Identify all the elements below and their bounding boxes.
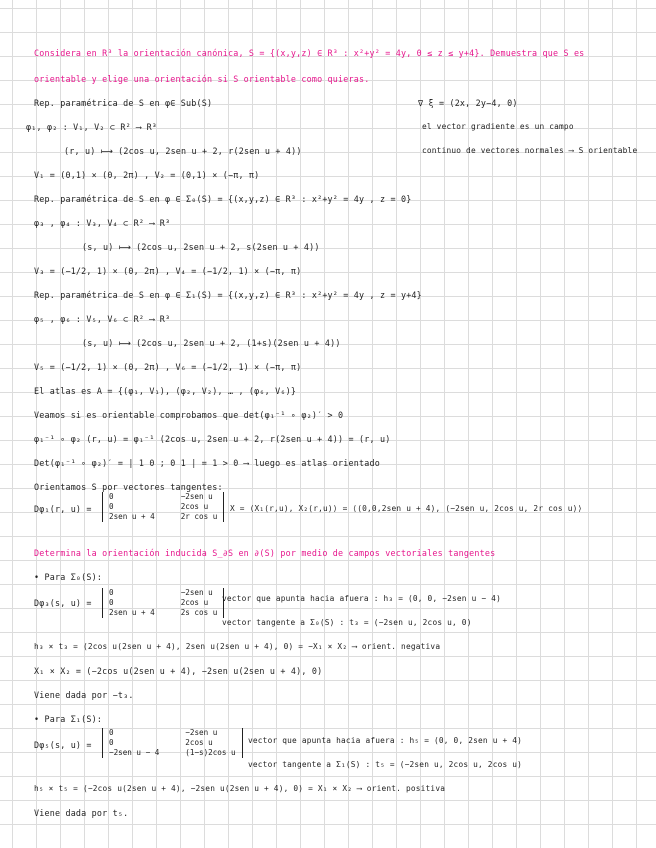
gradient-formula: ∇ ξ = (2x, 2y−4, 0) <box>418 98 518 108</box>
text-line: φ₅ , φ₆ : V₅, V₆ ⊂ R² ⟶ R³ <box>34 314 171 324</box>
text-line: V₃ = (−1/2, 1) × (0, 2π) , V₄ = (−1/2, 1) × (−π, π) <box>34 266 302 276</box>
text-line: h₃ × t₃ = (2cos u(2sen u + 4), 2sen u(2sen u + 4), 0) = −X₁ × X₂ ⟶ orient. negativa <box>34 642 441 651</box>
matrix-cell: 2sen u + 4 <box>109 608 155 617</box>
bullet-item: • Para Σ₀(S): <box>34 572 103 582</box>
text-line: Viene dada por −t₃. <box>34 690 134 700</box>
text-line: φ₁, φ₂ : V₁, V₂ ⊂ R² ⟶ R³ <box>26 122 158 132</box>
matrix-cell: 2cos u <box>180 598 209 607</box>
matrix-cell: 0 <box>109 728 114 737</box>
text-line: vector tangente a Σ₁(S) : t₅ = (−2sen u, 2cos u, 2cos u) <box>248 760 523 769</box>
text-line: vector tangente a Σ₀(S) : t₃ = (−2sen u, 2cos u, 0) <box>222 618 472 627</box>
text-line: Veamos si es orientable comprobamos que det(φ₁⁻¹ ∘ φ₂)′ > 0 <box>34 410 344 420</box>
matrix-label: Dφ₁(r, u) = <box>34 504 92 514</box>
matrix-cell: 0 <box>109 738 114 747</box>
matrix-label: Dφ₃(s, u) = <box>34 598 92 608</box>
text-line: (s, u) ⟼ (2cos u, 2sen u + 2, (1+s)(2sen u + 4)) <box>82 338 341 348</box>
problem-statement-line-2: orientable y elige una orientación si S orientable como quieras. <box>34 74 370 84</box>
text-line: vector que apunta hacia afuera : h₃ = (0, 0, −2sen u − 4) <box>222 594 501 603</box>
text-line: V₁ = (0,1) × (0, 2π) , V₂ = (0,1) × (−π, π) <box>34 170 260 180</box>
matrix-label: Dφ₅(s, u) = <box>34 740 92 750</box>
text-line: X₁ × X₂ = (−2cos u(2sen u + 4), −2sen u(2sen u + 4), 0) <box>34 666 323 676</box>
matrix-cell: 0 <box>109 588 114 597</box>
text-line: Det(φ₁⁻¹ ∘ φ₂)′ = | 1 0 ; 0 1 | = 1 > 0 ⟶ luego es atlas orientado <box>34 458 380 468</box>
jacobian-matrix-3 <box>102 728 243 758</box>
text-line: V₅ = (−1/2, 1) × (0, 2π) , V₆ = (−1/2, 1) × (−π, π) <box>34 362 302 372</box>
matrix-cell: 2cos u <box>180 502 209 511</box>
matrix-cell: 0 <box>109 502 114 511</box>
text-line: Rep. paramétrica de S en φ ∈ Σ₀(S) = {(x,y,z) ∈ R³ : x²+y² = 4y , z = 0} <box>34 194 412 204</box>
matrix-cell: 2sen u + 4 <box>109 512 155 521</box>
text-line: φ₃ , φ₄ : V₃, V₄ ⊂ R² ⟶ R³ <box>34 218 171 228</box>
text-line: Orientamos S por vectores tangentes: <box>34 482 223 492</box>
matrix-cell: −2sen u <box>180 492 213 501</box>
bullet-item: • Para Σ₁(S): <box>34 714 103 724</box>
jacobian-matrix-1 <box>102 492 224 522</box>
matrix-cell: 0 <box>109 492 114 501</box>
section-heading: Determina la orientación inducida S_∂S en ∂(S) por medio de campos vectoriales tangentes <box>34 548 496 558</box>
text-line: Rep. paramétrica de S en φ∈ Sub(S) <box>34 98 213 108</box>
text-line: X = ⟨X₁(r,u), X₂(r,u)⟩ = ⟨(0,0,2sen u + 4), (−2sen u, 2cos u, 2r cos u)⟩ <box>230 504 583 513</box>
text-line: (r, u) ⟼ (2cos u, 2sen u + 2, r(2sen u + 4)) <box>64 146 302 156</box>
matrix-cell: −2sen u − 4 <box>109 748 160 757</box>
text-line: Rep. paramétrica de S en φ ∈ Σ₁(S) = {(x,y,z) ∈ R³ : x²+y² = 4y , z = y+4} <box>34 290 422 300</box>
matrix-cell: 2r cos u <box>180 512 218 521</box>
text-line: vector que apunta hacia afuera : h₅ = (0, 0, 2sen u + 4) <box>248 736 523 745</box>
jacobian-matrix-2 <box>102 588 224 618</box>
text-line: h₅ × t₅ = (−2cos u(2sen u + 4), −2sen u(2sen u + 4), 0) = X₁ × X₂ ⟶ orient. positiva <box>34 784 446 793</box>
side-note: el vector gradiente es un campo <box>422 122 574 131</box>
matrix-cell: 2cos u <box>185 738 213 747</box>
matrix-cell: −2sen u <box>180 588 213 597</box>
text-line: El atlas es A = {(φ₁, V₁), (φ₂, V₂), … , (φ₆, V₆)} <box>34 386 297 396</box>
matrix-cell: (1−s)2cos u <box>185 748 236 757</box>
matrix-cell: 0 <box>109 598 114 607</box>
side-note: continuo de vectores normales ⟶ S orientable <box>422 146 638 155</box>
matrix-cell: 2s cos u <box>180 608 218 617</box>
text-line: Viene dada por t₅. <box>34 808 129 818</box>
problem-statement-line-1: Considera en R³ la orientación canónica, S = {(x,y,z) ∈ R³ : x²+y² = 4y, 0 ≤ z ≤ y+4}. Demuestra que S es <box>34 48 585 58</box>
text-line: (s, u) ⟼ (2cos u, 2sen u + 2, s(2sen u + 4)) <box>82 242 320 252</box>
matrix-cell: −2sen u <box>185 728 218 737</box>
text-line: φ₁⁻¹ ∘ φ₂ (r, u) = φ₁⁻¹ (2cos u, 2sen u + 2, r(2sen u + 4)) = (r, u) <box>34 434 391 444</box>
